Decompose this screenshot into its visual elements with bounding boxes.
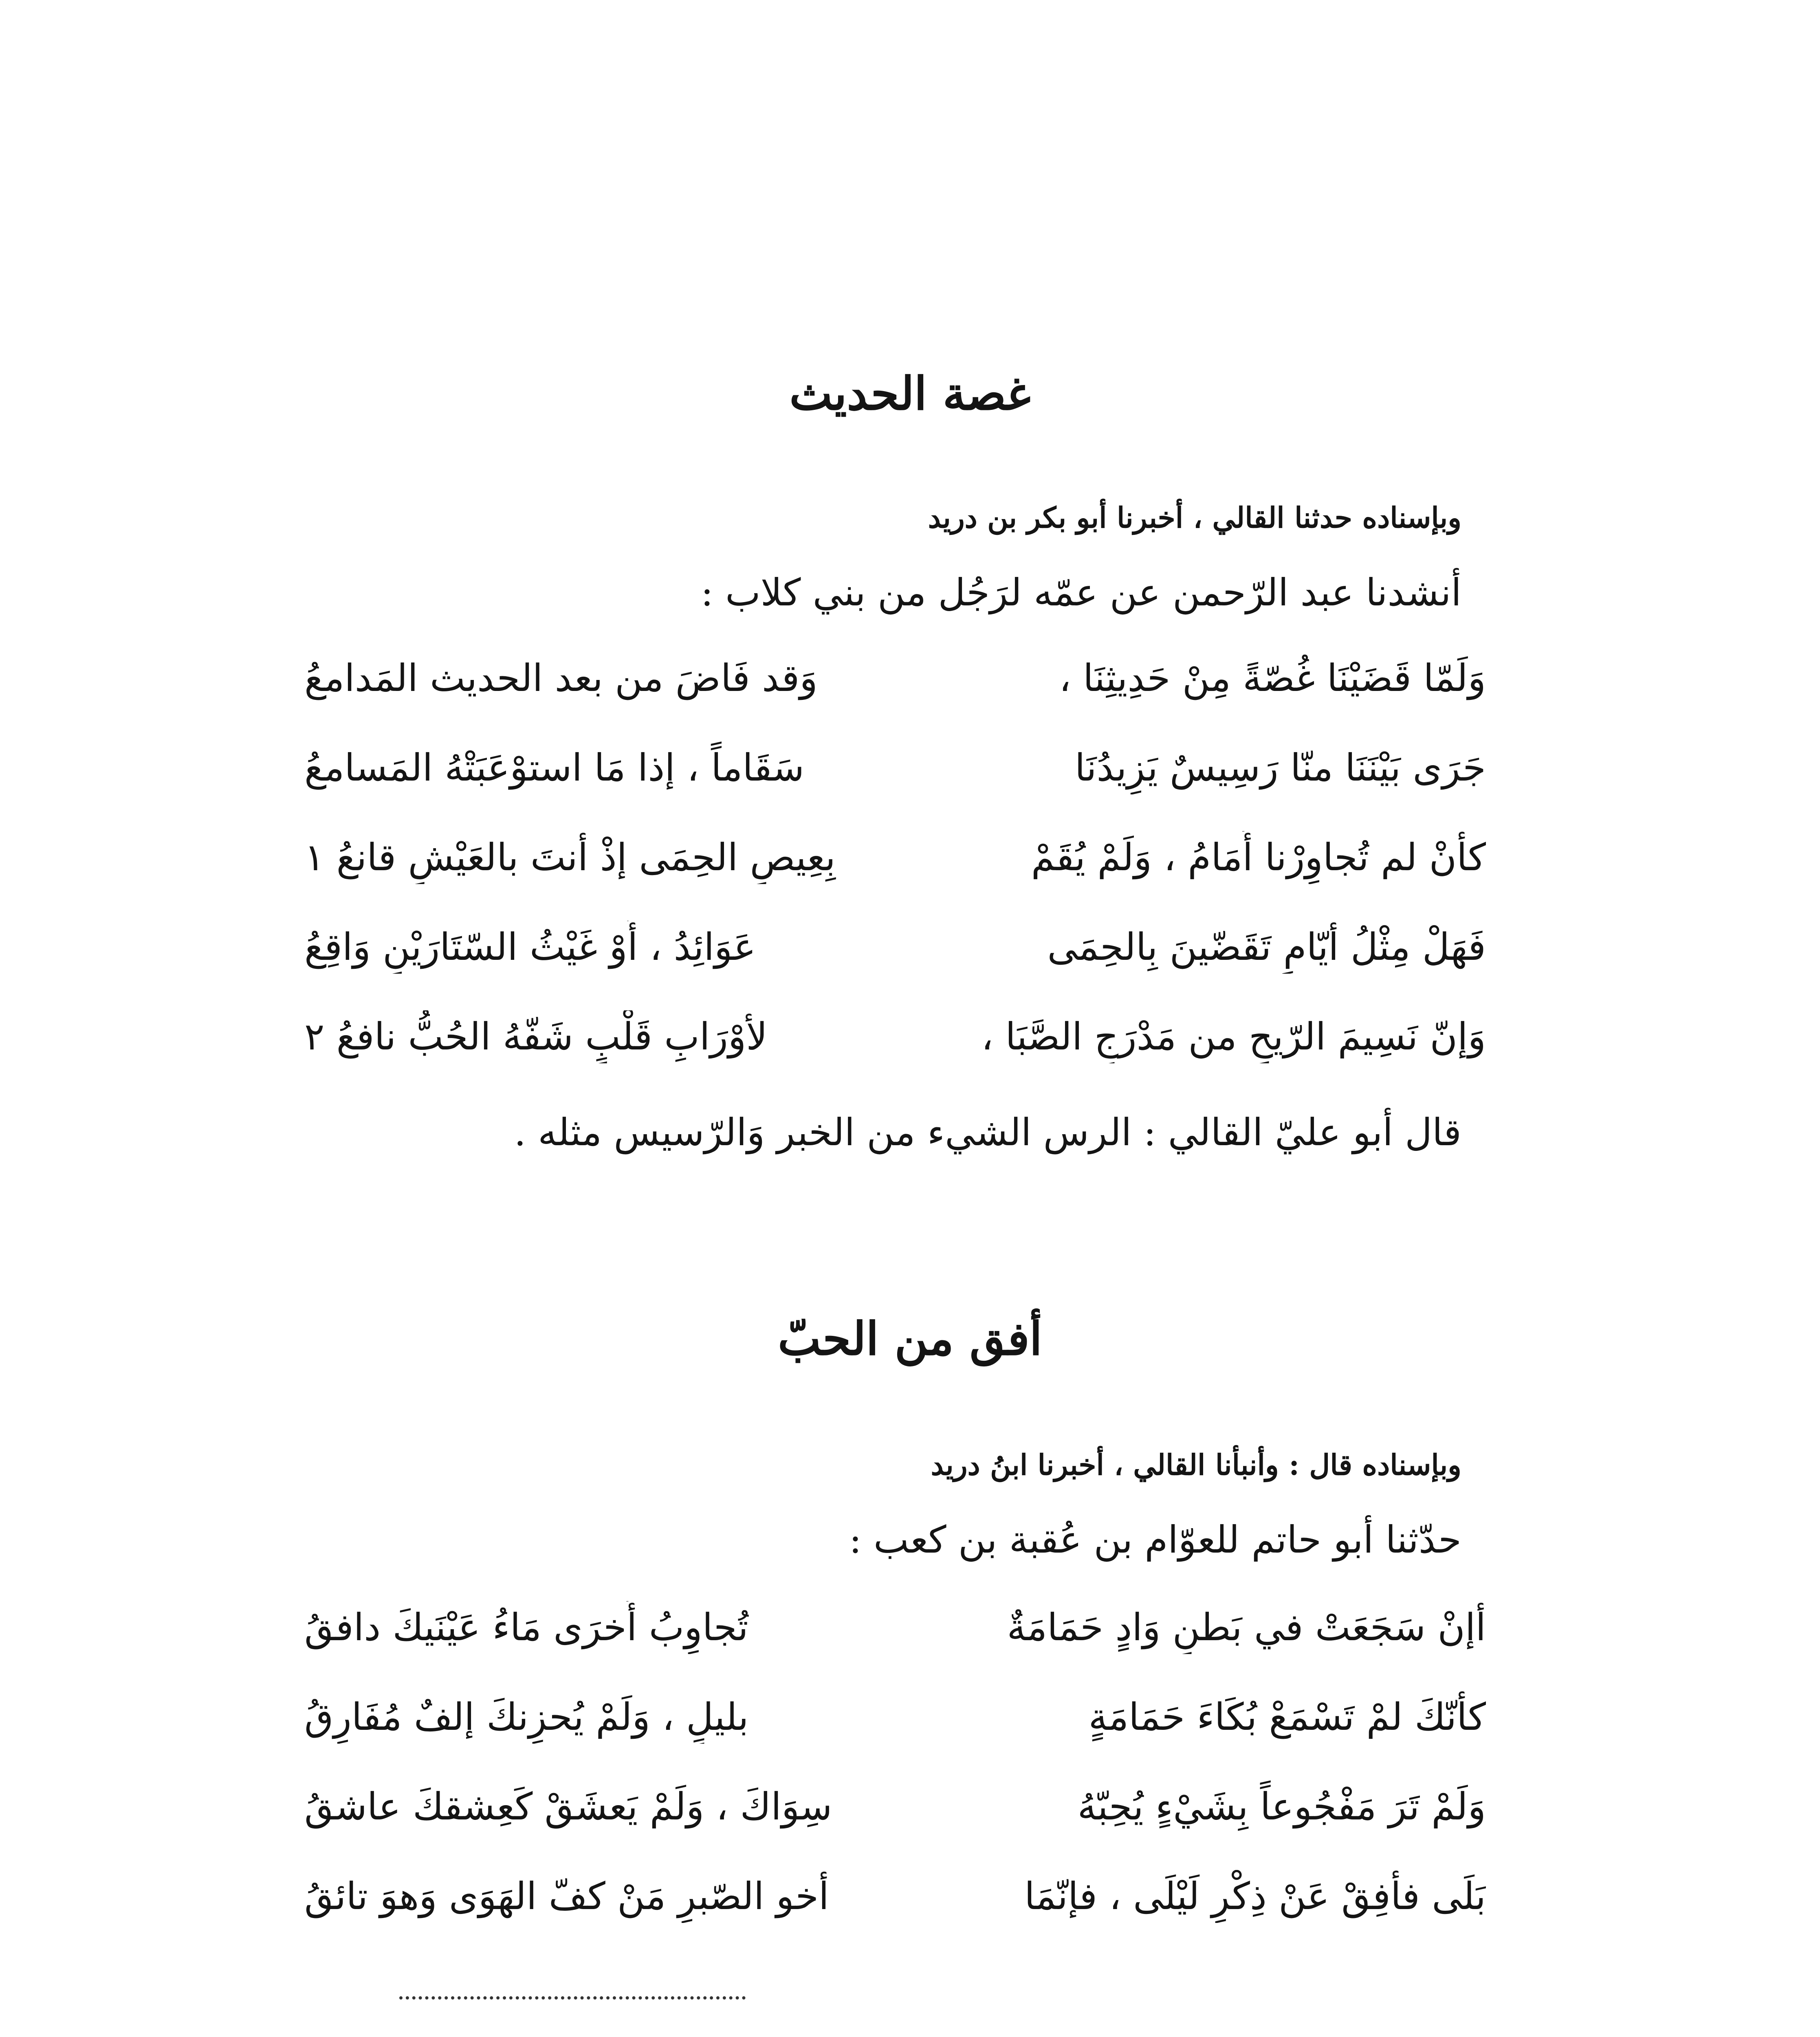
verse-second-hemistich: عَوَائِدُ ، أَوْ غَيْثُ السّتَارَيْنِ وَاقِعُ	[304, 925, 756, 969]
verse-second-hemistich: وَقد فَاضَ من بعد الحديث المَدامعُ	[304, 656, 818, 700]
verse-first-hemistich: وَلَمّا قَضَيْنَا غُصّةً مِنْ حَدِيثِنَا ،	[1059, 656, 1486, 700]
verse-second-hemistich: سِوَاكَ ، وَلَمْ يَعشَقْ كَعِشقكَ عاشقُ	[304, 1785, 832, 1828]
verse-1-2	[304, 741, 1486, 794]
verse-1-3	[304, 831, 1486, 884]
verse-first-hemistich: بَلَى فأفِقْ عَنْ ذِكْرِ لَيْلَى ، فإنّمَا	[1024, 1874, 1486, 1918]
verse-first-hemistich: أإنْ سَجَعَتْ في بَطنِ وَادٍ حَمَامَةٌ	[1007, 1606, 1486, 1649]
isnad-line-1: وبإسناده حدثنا القالي ، أخبرنا أبو بكر بن دريد	[928, 501, 1461, 535]
verse-2-2	[304, 1691, 1486, 1744]
verse-2-4	[304, 1870, 1486, 1923]
verse-first-hemistich: كأنّكَ لمْ تَسْمَعْ بُكَاءَ حَمَامَةٍ	[1088, 1695, 1486, 1739]
section-title-2: أفق من الحبّ	[778, 1312, 1042, 1366]
verse-1-5	[304, 1010, 1486, 1063]
verse-first-hemistich: كأنْ لم تُجاوِرْنا أُمَامُ ، وَلَمْ يُقَمْ	[1031, 836, 1486, 879]
verse-2-3	[304, 1780, 1486, 1833]
intro-line-1: أنشدنا عبد الرّحمن عن عمّه لرَجُل من بني كلاب :	[700, 571, 1461, 614]
verse-1-4	[304, 921, 1486, 974]
section-title-1: غصة الحديث	[789, 367, 1031, 420]
verse-second-hemistich: بِعِيصِ الحِمَى إذْ أنتَ بالعَيْشِ قانعُ ١	[304, 836, 836, 879]
intro-line-2: حدّثنا أبو حاتم للعوّام بن عُقبة بن كعب :	[849, 1518, 1461, 1562]
verse-second-hemistich: بليلٍ ، وَلَمْ يُحزِنكَ إلفٌ مُفَارِقُ	[304, 1695, 749, 1739]
footnote-separator	[399, 1996, 746, 2000]
verse-first-hemistich: جَرَى بَيْنَنَا منّا رَسِيسٌ يَزِيدُنَا	[1074, 746, 1486, 790]
isnad-line-2: وبإسناده قال : وأنبأنا القالي ، أخبرنا ابنُ دريد	[931, 1448, 1461, 1482]
verse-first-hemistich: وَإنّ نَسِيمَ الرّيحِ من مَدْرَجِ الصَّبَا ،	[981, 1015, 1486, 1058]
verse-second-hemistich: أخو الصّبرِ مَنْ كفّ الهَوَى وَهوَ تائقُ	[304, 1874, 829, 1918]
verse-first-hemistich: وَلَمْ تَرَ مَفْجُوعاً بِشَيْءٍ يُحِبّهُ	[1077, 1785, 1486, 1828]
commentary-line: قال أبو عليّ القالي : الرس الشيء من الخبر وَالرّسيس مثله .	[514, 1111, 1461, 1154]
verse-second-hemistich: تُجاوِبُ أُخرَى مَاءُ عَيْنَيكَ دافقُ	[304, 1606, 748, 1649]
verse-2-1	[304, 1601, 1486, 1654]
verse-first-hemistich: فَهَلْ مِثْلُ أيّامٍ تَقَضّينَ بِالحِمَى	[1047, 925, 1486, 969]
verse-second-hemistich: سَقَاماً ، إذا مَا استوْعَبَتْهُ المَسامعُ	[304, 746, 805, 790]
verse-second-hemistich: لأوْرَابِ قَلْبٍ شَفّهُ الحُبُّ نافعُ ٢	[304, 1015, 768, 1058]
verse-1-1	[304, 652, 1486, 705]
